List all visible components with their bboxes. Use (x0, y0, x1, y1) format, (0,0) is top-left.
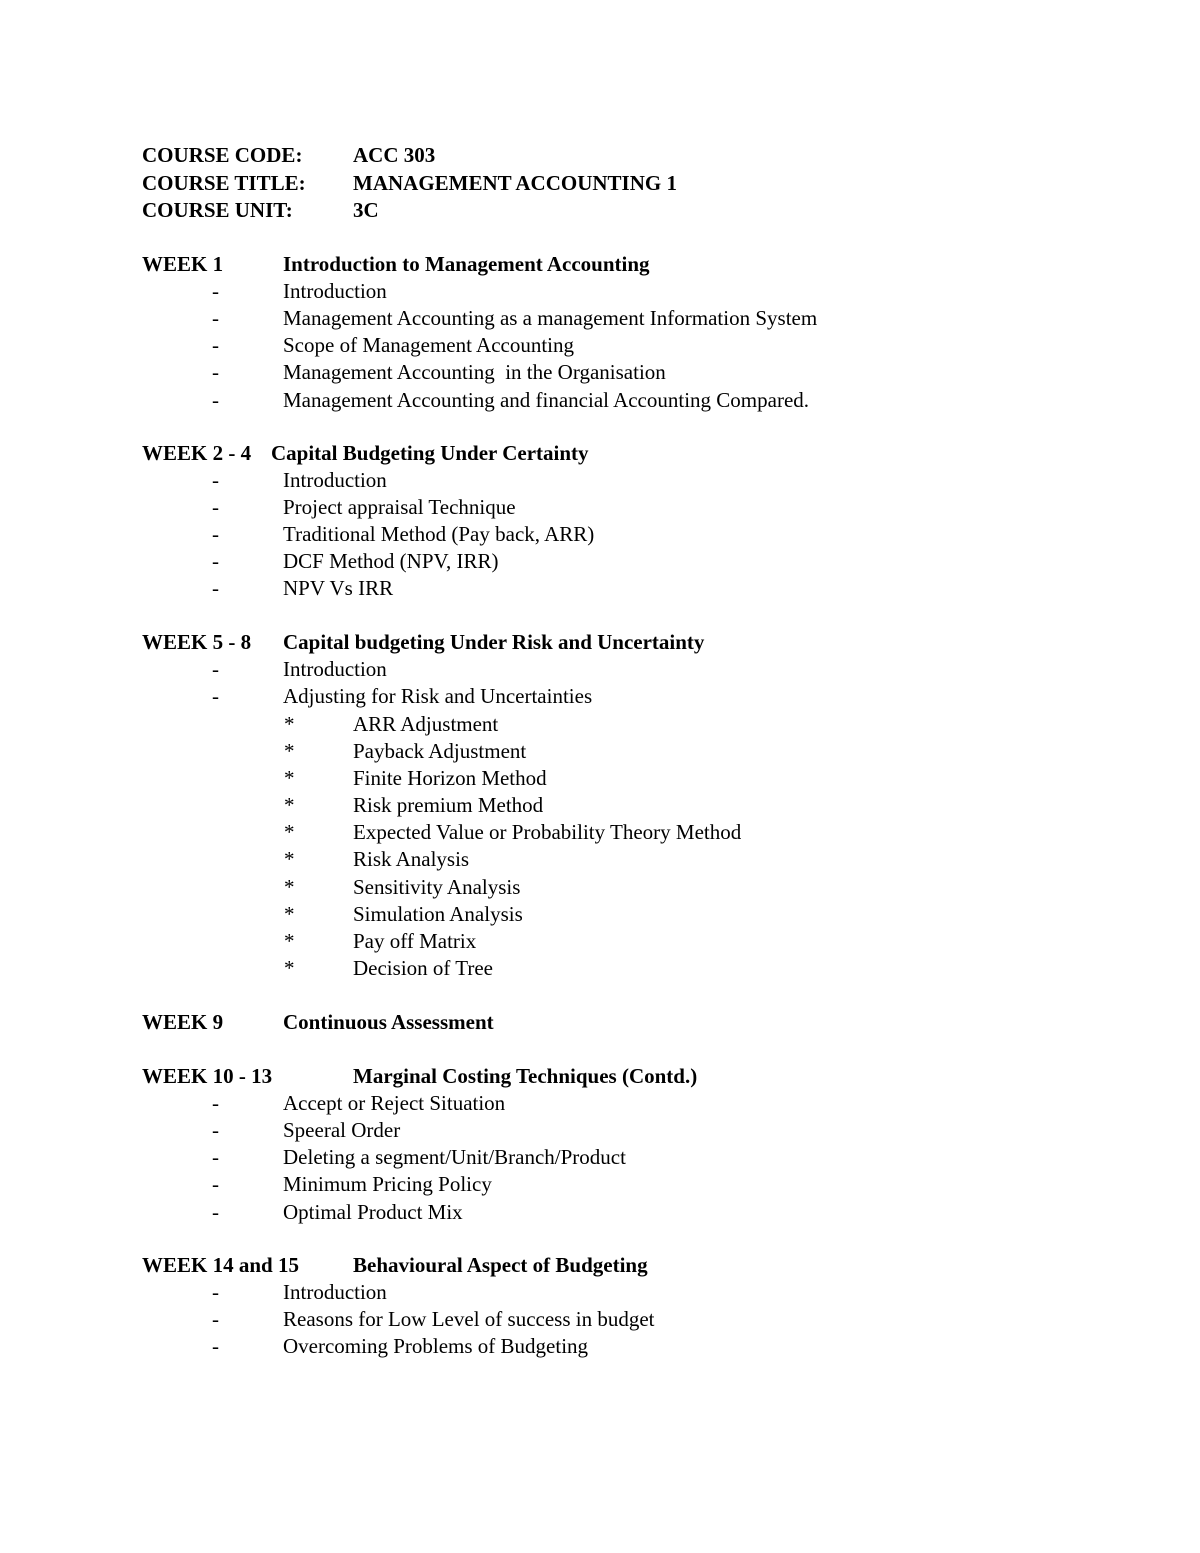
list-item: Reasons for Low Level of success in budget (283, 1307, 655, 1331)
week-2-4-title: Capital Budgeting Under Certainty (271, 441, 589, 465)
sub-bullet: * (284, 902, 295, 926)
sub-bullet: * (284, 875, 295, 899)
list-item: DCF Method (NPV, IRR) (283, 549, 499, 573)
week-10-13-label: WEEK 10 - 13 (142, 1064, 273, 1088)
sub-bullet: * (284, 847, 295, 871)
list-dash: - (212, 279, 219, 303)
sub-list-item: ARR Adjustment (353, 712, 499, 736)
course-unit-value: 3C (353, 198, 379, 222)
list-dash: - (212, 1200, 219, 1224)
list-item: Management Accounting as a management Information System (283, 306, 818, 330)
sub-bullet: * (284, 712, 295, 736)
sub-bullet: * (284, 766, 295, 790)
list-item: Speeral Order (283, 1118, 401, 1142)
course-unit-label: COURSE UNIT: (142, 198, 293, 222)
list-dash: - (212, 549, 219, 573)
course-title-value: MANAGEMENT ACCOUNTING 1 (353, 171, 677, 195)
list-dash: - (212, 1280, 219, 1304)
list-dash: - (212, 360, 219, 384)
list-dash: - (212, 1091, 219, 1115)
list-item: Adjusting for Risk and Uncertainties (283, 684, 593, 708)
list-item: Traditional Method (Pay back, ARR) (283, 522, 595, 546)
week-2-4-label: WEEK 2 - 4 (142, 441, 252, 465)
sub-bullet: * (284, 739, 295, 763)
list-dash: - (212, 495, 219, 519)
sub-list-item: Decision of Tree (353, 956, 493, 980)
list-item: Introduction (283, 279, 387, 303)
sub-list-item: Simulation Analysis (353, 902, 523, 926)
list-item: Introduction (283, 1280, 387, 1304)
sub-bullet: * (284, 820, 295, 844)
course-title-label: COURSE TITLE: (142, 171, 306, 195)
week-5-8-title: Capital budgeting Under Risk and Uncertainty (283, 630, 705, 654)
list-dash: - (212, 306, 219, 330)
sub-bullet: * (284, 956, 295, 980)
list-dash: - (212, 1334, 219, 1358)
sub-bullet: * (284, 929, 295, 953)
list-item: Optimal Product Mix (283, 1200, 463, 1224)
list-dash: - (212, 388, 219, 412)
sub-list-item: Risk Analysis (353, 847, 470, 871)
list-item: Minimum Pricing Policy (283, 1172, 492, 1196)
list-item: Deleting a segment/Unit/Branch/Product (283, 1145, 626, 1169)
sub-list-item: Finite Horizon Method (353, 766, 547, 790)
list-dash: - (212, 684, 219, 708)
week-9-title: Continuous Assessment (283, 1010, 494, 1034)
list-dash: - (212, 657, 219, 681)
list-item: Overcoming Problems of Budgeting (283, 1334, 589, 1358)
week-1-label: WEEK 1 (142, 252, 224, 276)
list-dash: - (212, 522, 219, 546)
list-item: Project appraisal Technique (283, 495, 516, 519)
list-dash: - (212, 1307, 219, 1331)
course-code-label: COURSE CODE: (142, 143, 303, 167)
list-item: Introduction (283, 657, 387, 681)
week-14-15-label: WEEK 14 and 15 (142, 1253, 299, 1277)
list-item: Management Accounting and financial Accounting Compared. (283, 388, 810, 412)
sub-list-item: Risk premium Method (353, 793, 544, 817)
list-dash: - (212, 333, 219, 357)
week-1-title: Introduction to Management Accounting (283, 252, 650, 276)
sub-list-item: Expected Value or Probability Theory Method (353, 820, 742, 844)
sub-list-item: Sensitivity Analysis (353, 875, 521, 899)
sub-list-item: Pay off Matrix (353, 929, 477, 953)
list-dash: - (212, 1145, 219, 1169)
list-item: NPV Vs IRR (283, 576, 394, 600)
list-item: Scope of Management Accounting (283, 333, 575, 357)
week-14-15-title: Behavioural Aspect of Budgeting (353, 1253, 648, 1277)
list-dash: - (212, 576, 219, 600)
list-item: Introduction (283, 468, 387, 492)
week-5-8-label: WEEK 5 - 8 (142, 630, 252, 654)
list-dash: - (212, 1172, 219, 1196)
list-item: Accept or Reject Situation (283, 1091, 506, 1115)
list-item: Management Accounting in the Organisation (283, 360, 666, 384)
week-10-13-title: Marginal Costing Techniques (Contd.) (353, 1064, 698, 1088)
week-9-label: WEEK 9 (142, 1010, 224, 1034)
sub-list-item: Payback Adjustment (353, 739, 527, 763)
sub-bullet: * (284, 793, 295, 817)
list-dash: - (212, 468, 219, 492)
course-code-value: ACC 303 (353, 143, 436, 167)
list-dash: - (212, 1118, 219, 1142)
